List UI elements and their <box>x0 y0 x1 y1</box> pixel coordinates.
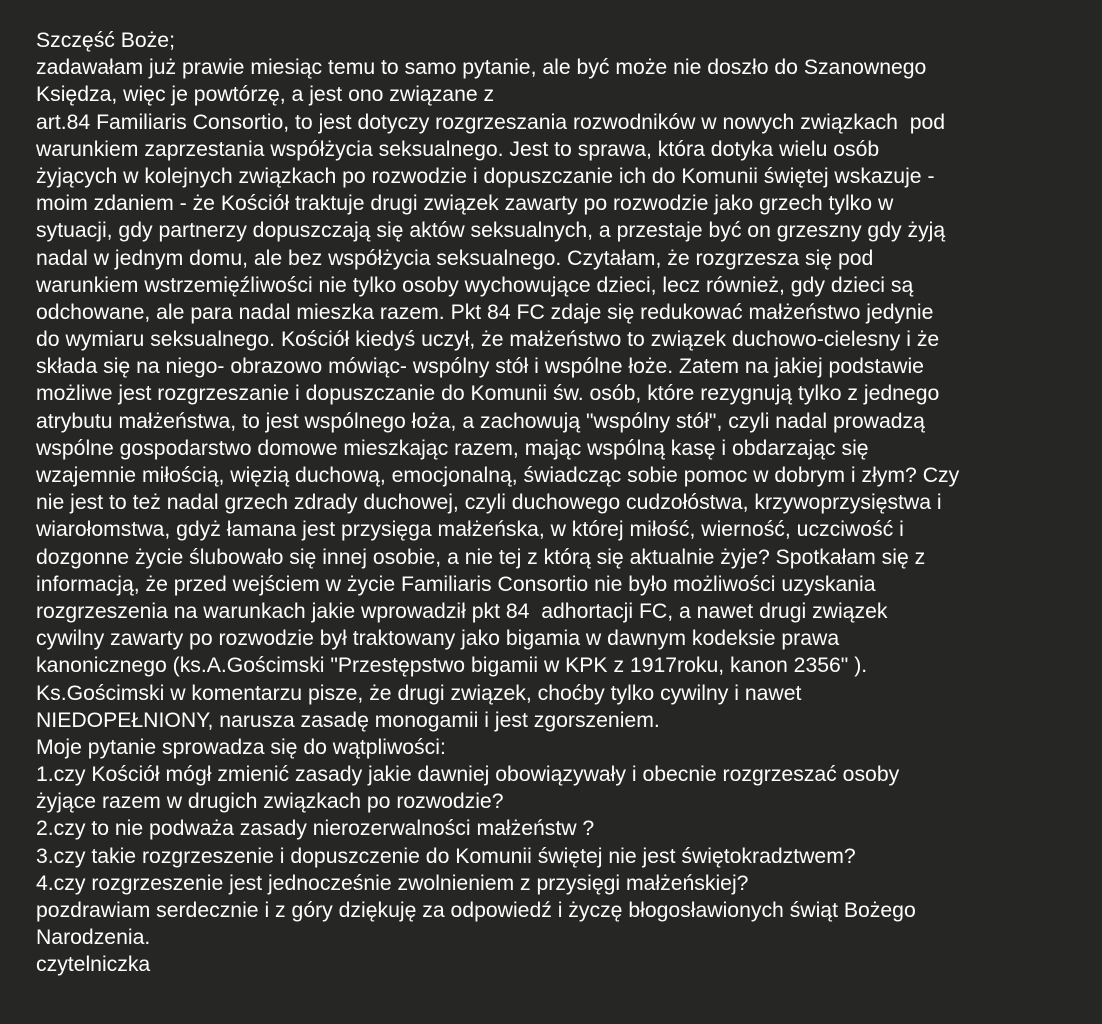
closing-line: Narodzenia. <box>36 926 151 950</box>
text-line: cywilny zawarty po rozwodzie był traktowany jako bigamia w dawnym kodeksie prawa <box>36 627 840 651</box>
text-line: żyjących w kolejnych związkach po rozwodzie i dopuszczanie ich do Komunii świętej wskazuje - <box>36 164 935 188</box>
text-line: warunkiem zaprzestania współżycia seksualnego. Jest to sprawa, która dotyka wielu osób <box>36 137 880 161</box>
text-line: Księdza, więc je powtórzę, a jest ono związane z <box>36 83 495 107</box>
signature-line: czytelniczka <box>36 953 151 977</box>
question-intro-line: Moje pytanie sprowadza się do wątpliwości: <box>36 735 446 759</box>
text-line: odchowane, ale para nadal mieszka razem. Pkt 84 FC zdaje się redukować małżeństwo jedynie <box>36 300 934 324</box>
text-line: składa się na niego- obrazowo mówiąc- wspólny stół i wspólne łoże. Zatem na jakiej podstawie <box>36 355 924 379</box>
text-line: zadawałam już prawie miesiąc temu to samo pytanie, ale być może nie doszło do Szanownego <box>36 56 927 80</box>
text-line: możliwe jest rozgrzeszanie i dopuszczanie do Komunii św. osób, które rezygnują tylko z jednego <box>36 382 940 406</box>
question-1-line: żyjące razem w drugich związkach po rozwodzie? <box>36 790 504 814</box>
text-line: informacją, że przed wejściem w życie Familiaris Consortio nie było możliwości uzyskania <box>36 572 876 596</box>
question-2-line: 2.czy to nie podważa zasady nierozerwalności małżeństw ? <box>36 817 595 841</box>
text-line: nadal w jednym domu, ale bez współżycia seksualnego. Czytałam, że rozgrzesza się pod <box>36 246 874 270</box>
text-line: wspólne gospodarstwo domowe mieszkając razem, mając wspólną kasę i obdarzając się <box>36 436 869 460</box>
closing-line: pozdrawiam serdecznie i z góry dziękuję za odpowiedź i życzę błogosławionych świąt Bożego <box>36 899 916 922</box>
text-line: NIEDOPEŁNIONY, narusza zasadę monogamii i jest zgorszeniem. <box>36 708 660 732</box>
letter-body <box>36 27 1096 979</box>
text-line: Ks.Gościmski w komentarzu pisze, że drugi związek, choćby tylko cywilny i nawet <box>36 681 802 705</box>
question-1-line: 1.czy Kościół mógł zmienić zasady jakie dawniej obowiązywały i obecnie rozgrzeszać osoby <box>36 763 900 787</box>
greeting-line: Szczęść Boże; <box>36 29 175 52</box>
text-line: dozgonne życie ślubowało się innej osobie, a nie tej z którą się aktualnie żyje? Spotkałam się z <box>36 545 926 569</box>
question-4-line: 4.czy rozgrzeszenie jest jednocześnie zwolnieniem z przysięgi małżeńskiej? <box>36 871 749 895</box>
text-line: do wymiaru seksualnego. Kościół kiedyś uczył, że małżeństwo to związek duchowo-cielesny i że <box>36 328 940 352</box>
question-3-line: 3.czy takie rozgrzeszenie i dopuszczenie do Komunii świętej nie jest świętokradztwem? <box>36 844 856 868</box>
text-line: wiarołomstwa, gdyż łamana jest przysięga małżeńska, w której miłość, wierność, uczciwość i <box>36 518 904 542</box>
text-line: warunkiem wstrzemięźliwości nie tylko osoby wychowujące dzieci, lecz również, gdy dzieci są <box>36 273 914 297</box>
text-line: kanonicznego (ks.A.Gościmski "Przestępstwo bigamii w KPK z 1917roku, kanon 2356" ). <box>36 654 868 678</box>
text-line: sytuacji, gdy partnerzy dopuszczają się aktów seksualnych, a przestaje być on grzeszny gdy żyją <box>36 219 946 243</box>
text-line: nie jest to też nadal grzech zdrady duchowej, czyli duchowego cudzołóstwa, krzywoprzysięstwa i <box>36 491 942 515</box>
text-line: art.84 Familiaris Consortio, to jest dotyczy rozgrzeszania rozwodników w nowych związkach pod <box>36 110 946 134</box>
text-line: atrybutu małżeństwa, to jest wspólnego łoża, a zachowują "wspólny stół", czyli nadal prowadzą <box>36 409 925 433</box>
text-line: wzajemnie miłością, więzią duchową, emocjonalną, świadcząc sobie pomoc w dobrym i złym? Czy <box>36 464 960 487</box>
text-line: rozgrzeszenia na warunkach jakie wprowadził pkt 84 adhortacji FC, a nawet drugi związek <box>36 599 888 623</box>
text-line: moim zdaniem - że Kościół traktuje drugi związek zawarty po rozwodzie jako grzech tylko w <box>36 192 894 216</box>
